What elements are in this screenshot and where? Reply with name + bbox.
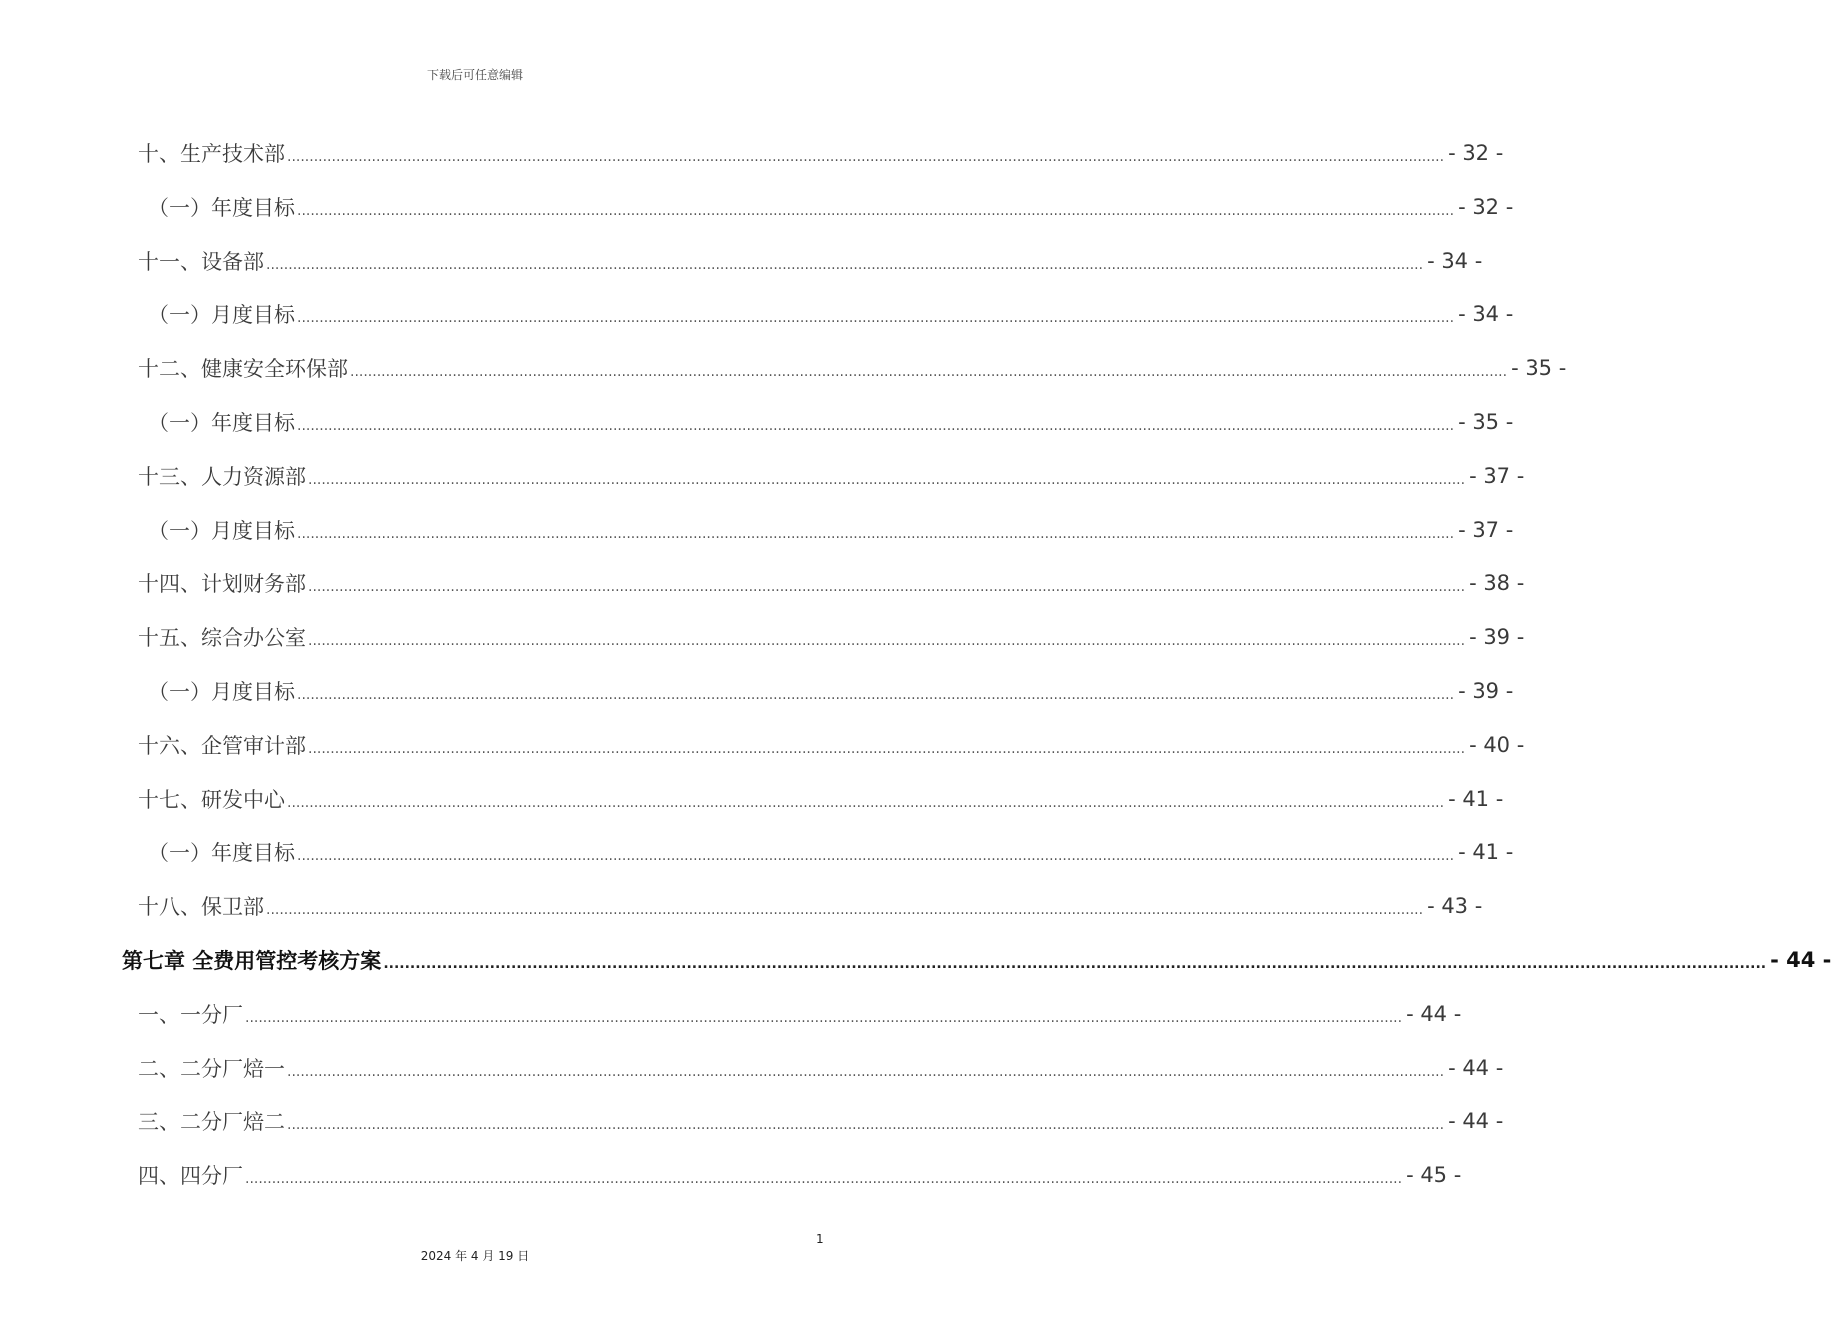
toc-dot-leader: .................................................................................................................................................................................................................................................................... [308, 579, 1466, 596]
toc-entry-page: - 39 - [1469, 625, 1525, 650]
toc-dot-leader: .................................................................................................................................................................................................................................................................... [308, 471, 1466, 488]
toc-entry[interactable] [138, 1148, 1462, 1202]
toc-dot-leader: .................................................................................................................................................................................................................................................................... [350, 364, 1508, 381]
toc-entry-title: （一）年度目标 [148, 195, 295, 220]
page-header: 下载后可任意编辑 [426, 68, 523, 82]
toc-entry-title: 十、生产技术部 [138, 142, 285, 166]
toc-entry-page: - 41 - [1448, 786, 1504, 811]
toc-entry-page: - 37 - [1458, 517, 1514, 542]
toc-entry-page: - 44 - [1448, 1109, 1504, 1134]
toc-entry-page: - 44 - [1406, 1001, 1462, 1026]
toc-entry-title: （一）年度目标 [148, 841, 295, 866]
toc-entry[interactable] [138, 1041, 1504, 1095]
toc-entry-page: - 37 - [1469, 463, 1525, 488]
toc-entry[interactable] [148, 395, 1514, 449]
toc-entry-page: - 45 - [1406, 1163, 1462, 1188]
toc-entry-title: （一）月度目标 [148, 680, 295, 704]
toc-entry-page: - 44 - [1448, 1055, 1504, 1080]
toc-entry-page: - 32 - [1458, 194, 1514, 219]
toc-entry[interactable] [138, 1094, 1504, 1148]
toc-dot-leader: .................................................................................................................................................................................................................................................................... [287, 794, 1445, 811]
toc-entry[interactable] [148, 287, 1514, 341]
toc-entry[interactable] [138, 341, 1567, 395]
toc-entry[interactable] [148, 664, 1514, 718]
toc-entry-title: 十三、人力资源部 [138, 464, 306, 489]
toc-entry[interactable] [138, 449, 1525, 503]
toc-dot-leader: .................................................................................................................................................................................................................................................................... [245, 1009, 1403, 1026]
toc-entry-title: （一）月度目标 [148, 303, 295, 328]
toc-entry-page: - 32 - [1448, 141, 1504, 165]
toc-entry-title: 二、二分厂焙一 [138, 1056, 285, 1081]
toc-dot-leader: .................................................................................................................................................................................................................................................................... [297, 525, 1455, 542]
toc-entry-title: （一）年度目标 [148, 411, 295, 435]
toc-entry-page: - 35 - [1458, 410, 1514, 434]
toc-entry-page: - 35 - [1511, 356, 1567, 381]
toc-dot-leader: .................................................................................................................................................................................................................................................................... [287, 1117, 1445, 1134]
toc-entry-title: （一）月度目标 [148, 518, 295, 543]
toc-entry[interactable] [138, 879, 1483, 933]
page-number: 1 [816, 1232, 824, 1246]
toc-entry-title: 十六、企管审计部 [138, 733, 306, 758]
toc-entry-title: 十一、设备部 [138, 249, 264, 274]
footer-date: 2024 年 4 月 19 日 [420, 1249, 530, 1263]
toc-dot-leader: .................................................................................................................................................................................................................................................................... [287, 1063, 1445, 1080]
toc-entry[interactable] [138, 718, 1525, 772]
toc-entry-title: 四、四分厂 [138, 1164, 243, 1189]
toc-entry-page: - 41 - [1458, 840, 1514, 865]
toc-dot-leader: .................................................................................................................................................................................................................................................................... [287, 149, 1445, 165]
toc-entry-title: 十八、保卫部 [138, 895, 264, 920]
toc-entry-page: - 34 - [1427, 248, 1483, 273]
toc-entry-title: 十二、健康安全环保部 [138, 357, 348, 382]
toc-entry-page: - 34 - [1458, 302, 1514, 327]
toc-entry[interactable] [148, 825, 1514, 879]
toc-entry-title: 第七章 全费用管控考核方案 [122, 949, 382, 973]
toc-dot-leader: .................................................................................................................................................................................................................................................................... [297, 310, 1455, 327]
toc-entry[interactable] [138, 234, 1483, 288]
toc-entry[interactable] [138, 987, 1462, 1041]
toc-dot-leader: .................................................................................................................................................................................................................................................................... [297, 687, 1455, 703]
toc-entry[interactable] [138, 772, 1504, 826]
toc-entry-title: 十七、研发中心 [138, 787, 285, 812]
toc-dot-leader: .................................................................................................................................................................................................................................................................... [308, 740, 1466, 757]
toc-dot-leader: .................................................................................................................................................................................................................................................................... [245, 1171, 1403, 1188]
toc-dot-leader: .................................................................................................................................................................................................................................................................... [297, 202, 1455, 219]
toc-entry-title: 十四、计划财务部 [138, 572, 306, 597]
toc-dot-leader: .................................................................................................................................................................................................................................................................... [383, 956, 1767, 972]
toc-entry-page: - 43 - [1427, 894, 1483, 919]
toc-entry-page: - 39 - [1458, 679, 1514, 703]
toc-entry[interactable] [138, 126, 1504, 180]
toc-dot-leader: .................................................................................................................................................................................................................................................................... [297, 418, 1455, 434]
toc-entry[interactable] [122, 933, 1831, 987]
toc-dot-leader: .................................................................................................................................................................................................................................................................... [266, 256, 1424, 273]
toc-dot-leader: .................................................................................................................................................................................................................................................................... [266, 902, 1424, 919]
toc-entry[interactable] [138, 556, 1525, 610]
toc-entry[interactable] [138, 610, 1525, 664]
toc-entry-title: 一、一分厂 [138, 1002, 243, 1027]
toc-dot-leader: .................................................................................................................................................................................................................................................................... [297, 848, 1455, 865]
toc-dot-leader: .................................................................................................................................................................................................................................................................... [308, 633, 1466, 650]
toc-entry-title: 三、二分厂焙二 [138, 1110, 285, 1135]
toc-entry-page: - 44 - [1770, 948, 1831, 972]
toc-entry-title: 十五、综合办公室 [138, 626, 306, 651]
toc-entry[interactable] [148, 180, 1514, 234]
toc-entry[interactable] [148, 503, 1514, 557]
toc-entry-page: - 40 - [1469, 732, 1525, 757]
toc-entry-page: - 38 - [1469, 571, 1525, 596]
